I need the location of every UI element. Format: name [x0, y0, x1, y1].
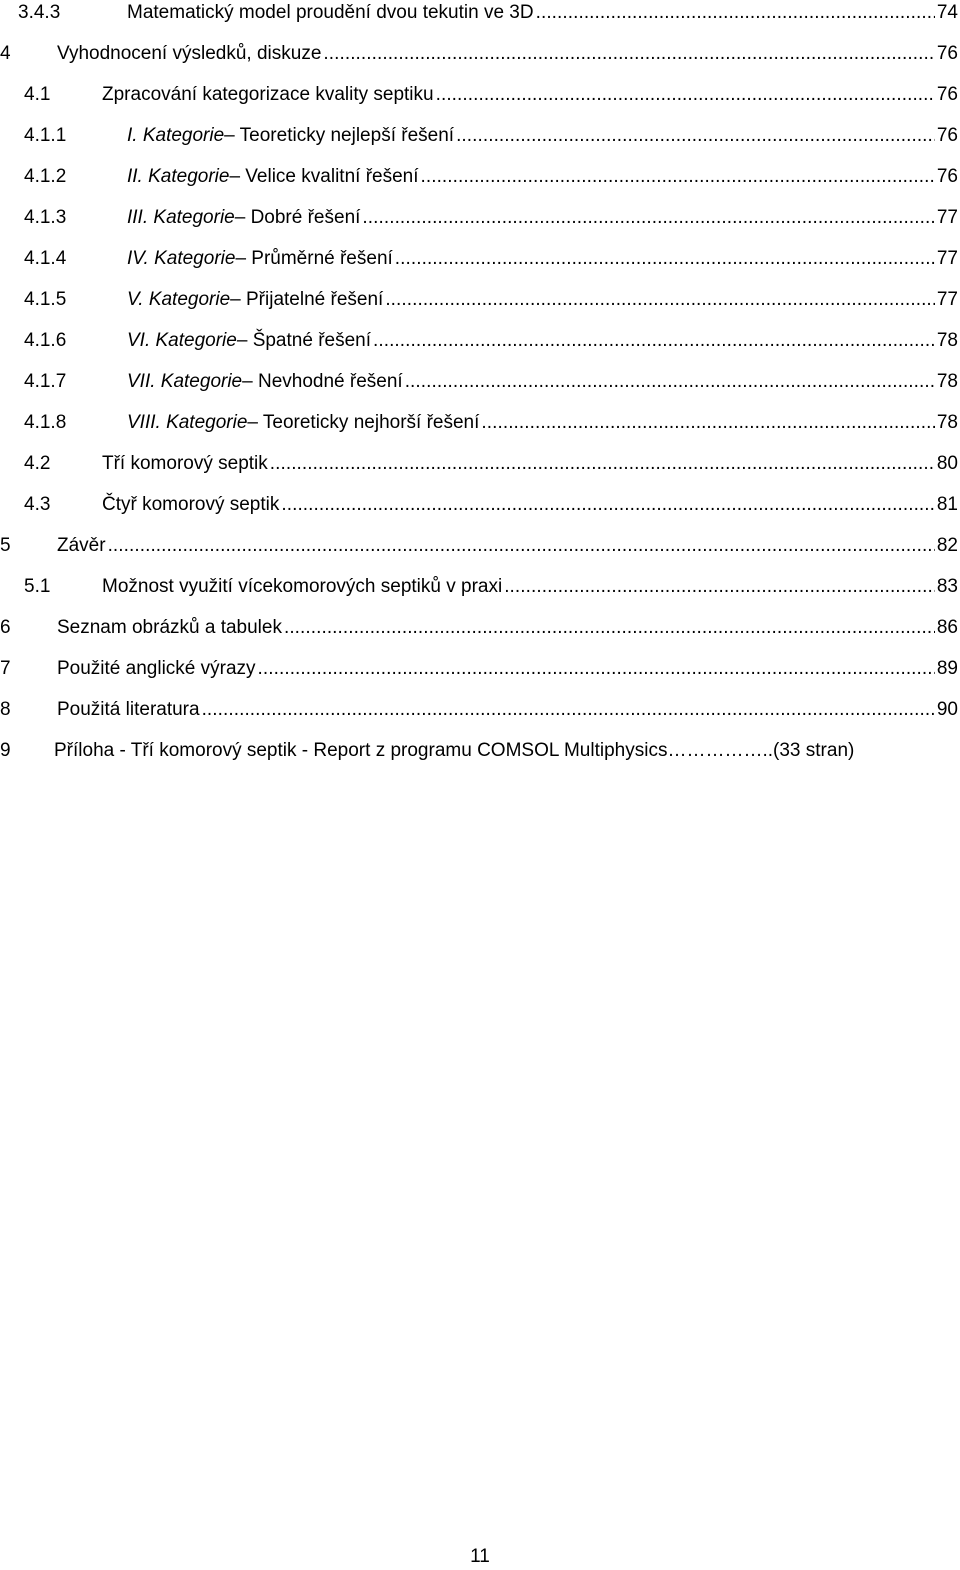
toc-entry-appendix — [0, 738, 960, 764]
toc-entry-title: Možnost využití vícekomorových septiků v praxi — [102, 576, 503, 597]
toc-category-label: II. Kategorie — [127, 166, 230, 187]
toc-entry-title: Použitá literatura — [57, 699, 200, 720]
toc-leader-dots — [258, 656, 935, 682]
toc-entry-number: 5 — [0, 535, 11, 556]
toc-entry — [0, 451, 960, 477]
toc-entry-page-note: ……………..(33 stran) — [667, 740, 855, 761]
toc-leader-dots — [202, 697, 935, 723]
toc-entry-number: 8 — [0, 699, 11, 720]
toc-entry-number: 4.1.5 — [24, 289, 67, 310]
toc-entry-page: 78 — [936, 371, 958, 392]
toc-entry-number: 5.1 — [24, 576, 51, 597]
toc-category-text: – Nevhodné řešení — [242, 371, 403, 392]
toc-entry — [0, 574, 960, 600]
toc-leader-dots — [405, 369, 935, 395]
toc-entry — [0, 164, 960, 190]
toc-category-label: VII. Kategorie — [127, 371, 243, 392]
toc-entry-page: 82 — [936, 535, 958, 556]
toc-entry — [0, 287, 960, 313]
toc-leader-dots — [270, 451, 935, 477]
toc-entry-title: Zpracování kategorizace kvality septiku — [102, 84, 434, 105]
toc-entry — [0, 410, 960, 436]
toc-entry — [0, 615, 960, 641]
toc-category-text: – Dobré řešení — [234, 207, 361, 228]
toc-leader-dots — [536, 0, 935, 26]
toc-entry-number: 4.1.3 — [24, 207, 67, 228]
toc-entry-title — [127, 287, 383, 313]
toc-entry-number: 4.3 — [24, 494, 51, 515]
toc-entry-title — [127, 164, 419, 190]
toc-leader-dots — [395, 246, 935, 272]
toc-category-text: – Teoreticky nejlepší řešení — [224, 125, 455, 146]
toc-entry-number: 7 — [0, 658, 11, 679]
toc-leader-dots — [456, 123, 935, 149]
toc-entry-number: 4.1.7 — [24, 371, 67, 392]
toc-entry-page: 76 — [936, 125, 958, 146]
toc-entry-page: 78 — [936, 412, 958, 433]
toc-entry-title: Tří komorový septik — [102, 453, 268, 474]
toc-category-label: VIII. Kategorie — [127, 412, 248, 433]
toc-entry-title: Matematický model proudění dvou tekutin ve 3D — [127, 2, 534, 23]
toc-leader-dots — [108, 533, 935, 559]
toc-leader-dots — [504, 574, 935, 600]
toc-entry-page: 89 — [936, 658, 958, 679]
page-number: 11 — [470, 1546, 490, 1567]
toc-entry-title — [127, 369, 403, 395]
toc-entry-title — [127, 123, 454, 149]
toc-entry-title — [127, 246, 393, 272]
toc-entry-page: 86 — [936, 617, 958, 638]
toc-category-label: V. Kategorie — [127, 289, 231, 310]
toc-entry-number: 4.1.8 — [24, 412, 67, 433]
toc-entry — [0, 697, 960, 723]
toc-entry-page: 76 — [936, 166, 958, 187]
toc-category-text: – Průměrné řešení — [235, 248, 393, 269]
toc-entry — [0, 0, 960, 26]
toc-entry-number: 4.1.1 — [24, 125, 67, 146]
toc-entry-page: 83 — [936, 576, 958, 597]
toc-entry-page: 76 — [936, 43, 958, 64]
toc-entry-title: Vyhodnocení výsledků, diskuze — [57, 43, 322, 64]
toc-entry-page: 78 — [936, 330, 958, 351]
toc-category-text: – Přijatelné řešení — [230, 289, 384, 310]
toc-leader-dots — [385, 287, 935, 313]
toc-category-label: IV. Kategorie — [127, 248, 236, 269]
toc-entry — [0, 656, 960, 682]
toc-entry — [0, 328, 960, 354]
toc-entry-number: 4.1 — [24, 84, 51, 105]
toc-entry-page: 77 — [936, 289, 958, 310]
toc-entry — [0, 205, 960, 231]
toc-entry — [0, 369, 960, 395]
toc-entry-title — [127, 410, 479, 436]
toc-entry-number: 3.4.3 — [18, 2, 61, 23]
toc-leader-dots — [284, 615, 935, 641]
toc-entry-title: Použité anglické výrazy — [57, 658, 256, 679]
toc-entry-number: 6 — [0, 617, 11, 638]
toc-entry-page: 90 — [936, 699, 958, 720]
toc-entry — [0, 82, 960, 108]
toc-entry — [0, 123, 960, 149]
toc-entry-number: 9 — [0, 740, 11, 761]
toc-entry-title: Závěr — [57, 535, 106, 556]
toc-entry — [0, 41, 960, 67]
toc-category-text: – Teoreticky nejhorší řešení — [247, 412, 480, 433]
toc-entry-page: 74 — [936, 2, 958, 23]
toc-leader-dots — [421, 164, 935, 190]
toc-entry-number: 4 — [0, 43, 11, 64]
toc-entry-page: 81 — [936, 494, 958, 515]
toc-leader-dots — [481, 410, 934, 436]
toc-entry-title: Příloha - Tří komorový septik - Report z programu COMSOL Multiphysics — [54, 740, 668, 761]
toc-entry-number: 4.2 — [24, 453, 51, 474]
toc-entry — [0, 533, 960, 559]
toc-category-label: I. Kategorie — [127, 125, 225, 146]
toc-category-label: III. Kategorie — [127, 207, 235, 228]
toc-category-text: – Špatné řešení — [236, 330, 371, 351]
toc-entry-title — [127, 205, 360, 231]
toc-entry — [0, 246, 960, 272]
toc-leader-dots — [323, 41, 934, 67]
toc-category-text: – Velice kvalitní řešení — [229, 166, 419, 187]
toc-entry-title — [127, 328, 371, 354]
toc-entry-page: 77 — [936, 248, 958, 269]
toc-leader-dots — [373, 328, 935, 354]
toc-entry-title: Seznam obrázků a tabulek — [57, 617, 282, 638]
toc-leader-dots — [362, 205, 934, 231]
toc-entry-page: 77 — [936, 207, 958, 228]
toc-entry-title: Čtyř komorový septik — [102, 494, 280, 515]
toc-leader-dots — [436, 82, 935, 108]
toc-entry-page: 76 — [936, 84, 958, 105]
toc-entry-number: 4.1.4 — [24, 248, 67, 269]
toc-entry-number: 4.1.6 — [24, 330, 67, 351]
toc-entry — [0, 492, 960, 518]
toc-entry-number: 4.1.2 — [24, 166, 67, 187]
toc-leader-dots — [281, 492, 934, 518]
toc-entry-page: 80 — [936, 453, 958, 474]
toc-category-label: VI. Kategorie — [127, 330, 237, 351]
